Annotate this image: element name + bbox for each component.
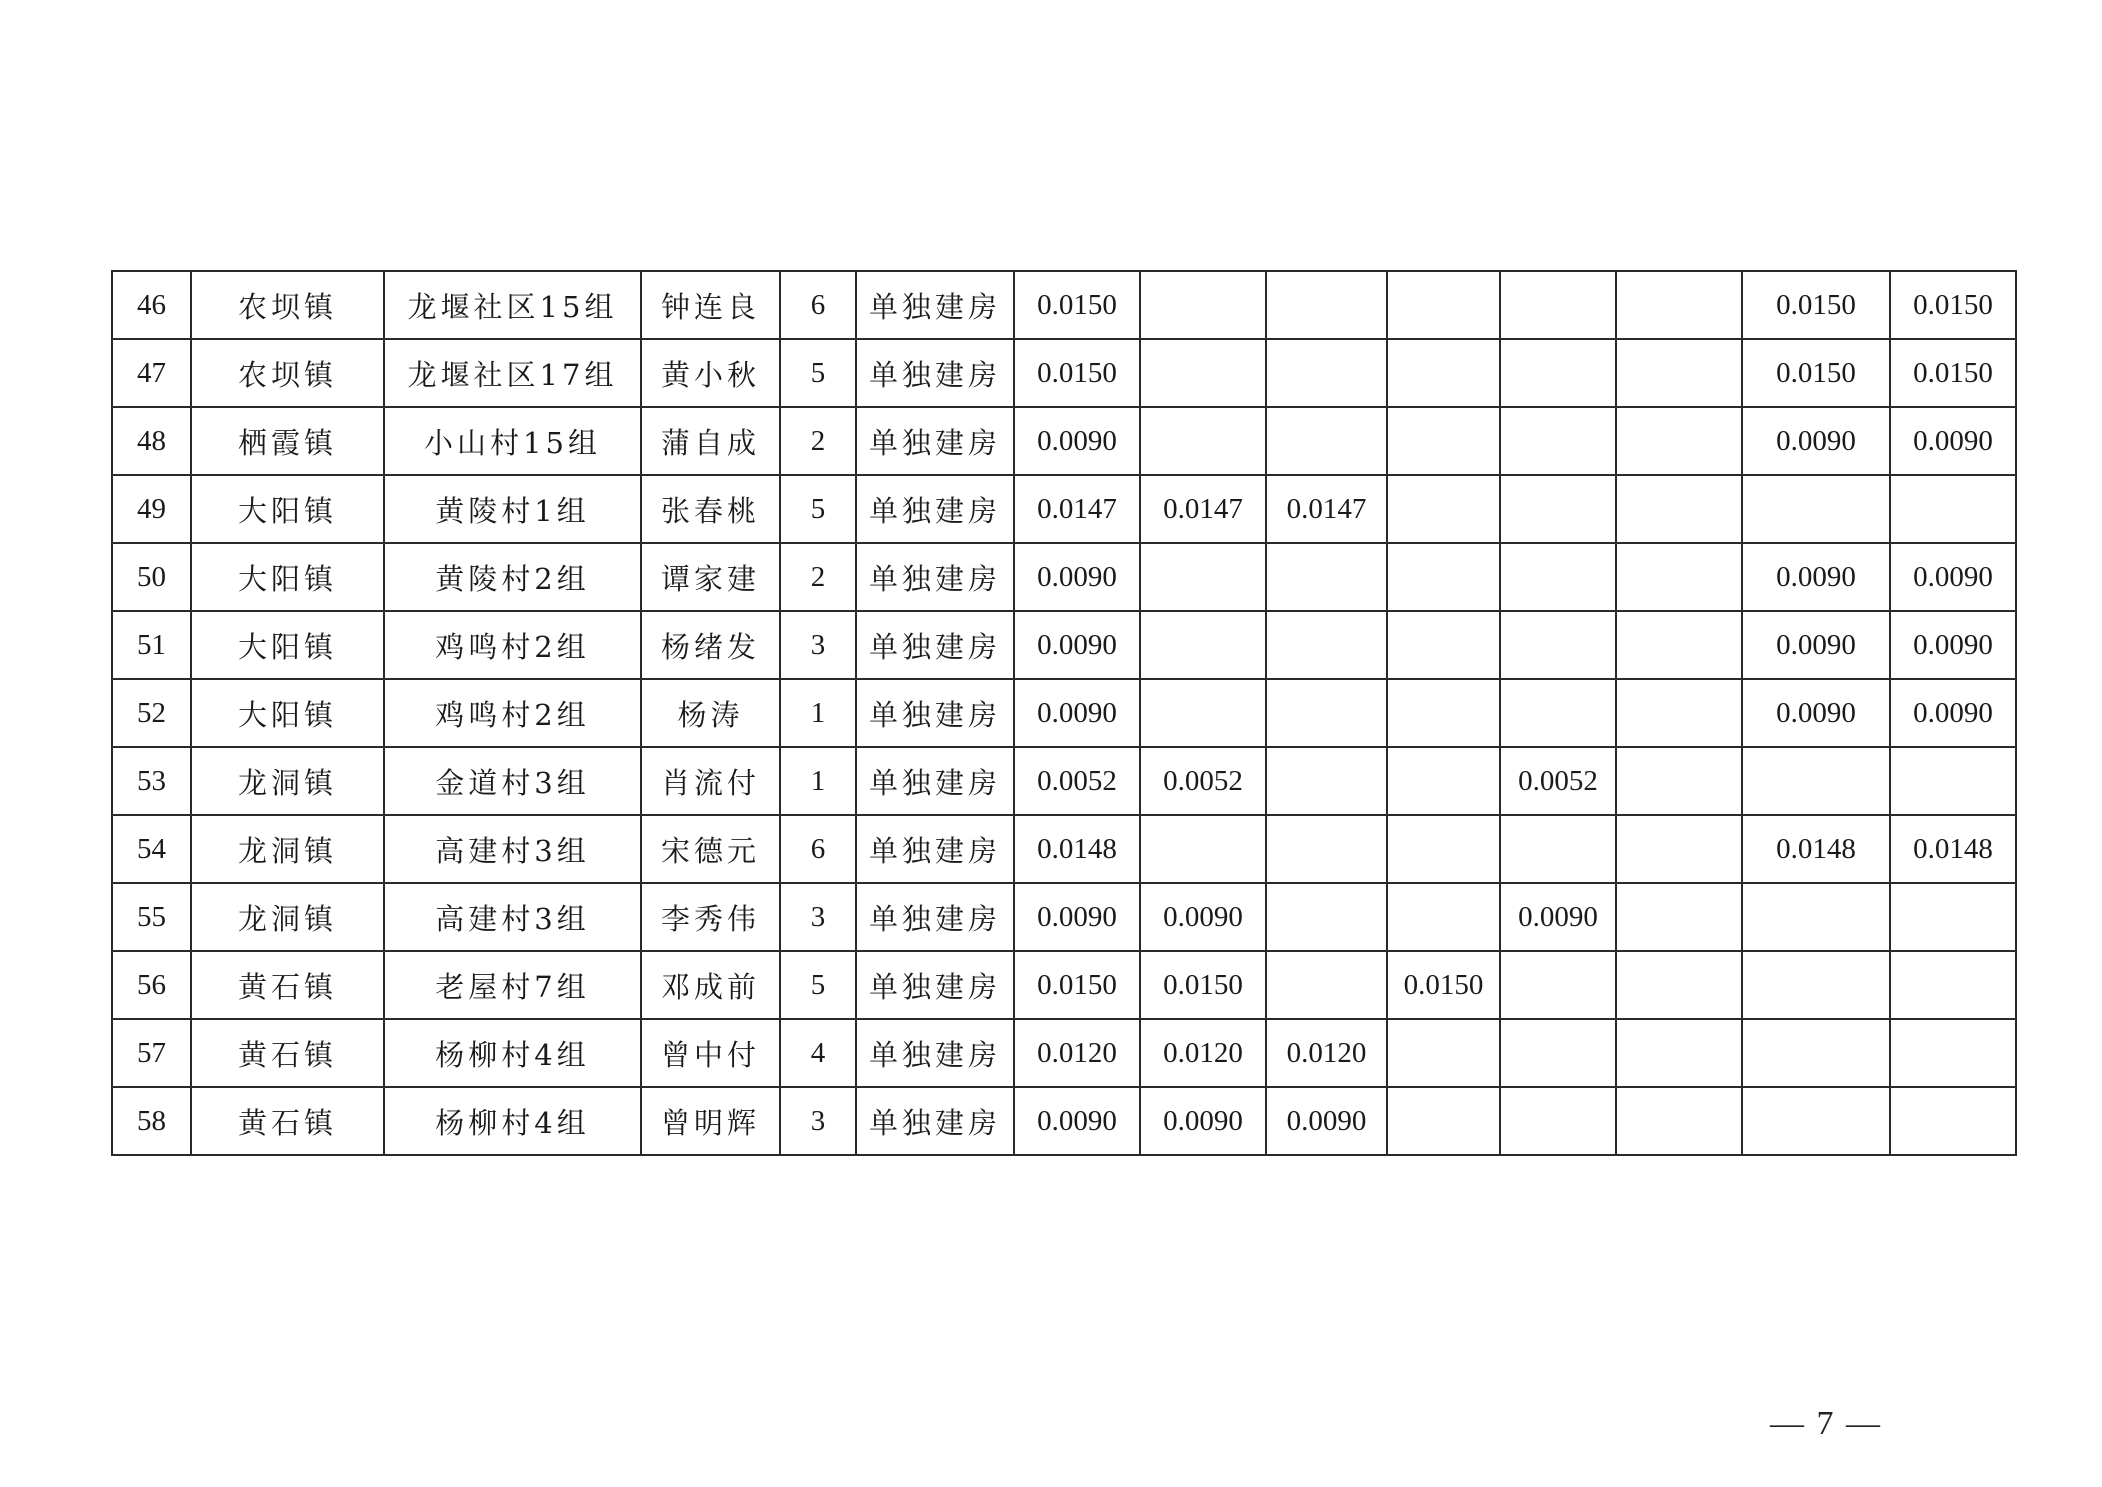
build-type-cell: 单独建房 bbox=[856, 747, 1014, 815]
town-cell: 黄石镇 bbox=[191, 1087, 384, 1155]
applicant-name-cell: 谭家建 bbox=[641, 543, 780, 611]
area-col-11-cell bbox=[1500, 815, 1616, 883]
town-cell: 黄石镇 bbox=[191, 951, 384, 1019]
household-size-cell: 3 bbox=[780, 611, 856, 679]
area-col-14-cell: 0.0148 bbox=[1890, 815, 2016, 883]
area-col-10-cell bbox=[1387, 339, 1500, 407]
area-col-13-cell bbox=[1742, 475, 1890, 543]
area-col-11-cell bbox=[1500, 475, 1616, 543]
table-row bbox=[112, 339, 2016, 407]
table-row bbox=[112, 1087, 2016, 1155]
build-type-cell: 单独建房 bbox=[856, 1087, 1014, 1155]
household-size-cell: 4 bbox=[780, 1019, 856, 1087]
area-col-11-cell bbox=[1500, 407, 1616, 475]
area-col-8-cell bbox=[1140, 611, 1266, 679]
build-type-cell: 单独建房 bbox=[856, 951, 1014, 1019]
household-size-cell: 1 bbox=[780, 679, 856, 747]
household-size-cell: 5 bbox=[780, 951, 856, 1019]
area-col-10-cell bbox=[1387, 815, 1500, 883]
area-col-12-cell bbox=[1616, 951, 1742, 1019]
household-size-cell: 6 bbox=[780, 271, 856, 339]
area-col-14-cell: 0.0090 bbox=[1890, 407, 2016, 475]
area-col-13-cell: 0.0150 bbox=[1742, 339, 1890, 407]
index-cell: 47 bbox=[112, 339, 191, 407]
area-col-12-cell bbox=[1616, 815, 1742, 883]
table-row bbox=[112, 407, 2016, 475]
area-col-9-cell bbox=[1266, 815, 1387, 883]
household-size-cell: 1 bbox=[780, 747, 856, 815]
area-col-10-cell: 0.0150 bbox=[1387, 951, 1500, 1019]
area-col-10-cell bbox=[1387, 271, 1500, 339]
area-col-8-cell bbox=[1140, 339, 1266, 407]
town-cell: 大阳镇 bbox=[191, 611, 384, 679]
total-area-cell: 0.0120 bbox=[1014, 1019, 1140, 1087]
applicant-name-cell: 肖流付 bbox=[641, 747, 780, 815]
area-col-8-cell: 0.0090 bbox=[1140, 1087, 1266, 1155]
index-cell: 56 bbox=[112, 951, 191, 1019]
build-type-cell: 单独建房 bbox=[856, 883, 1014, 951]
area-col-10-cell bbox=[1387, 407, 1500, 475]
area-col-13-cell bbox=[1742, 1087, 1890, 1155]
table-row bbox=[112, 679, 2016, 747]
area-col-13-cell: 0.0090 bbox=[1742, 611, 1890, 679]
area-col-13-cell bbox=[1742, 1019, 1890, 1087]
total-area-cell: 0.0090 bbox=[1014, 1087, 1140, 1155]
area-col-11-cell bbox=[1500, 951, 1616, 1019]
village-group-cell: 金道村3组 bbox=[384, 747, 641, 815]
build-type-cell: 单独建房 bbox=[856, 611, 1014, 679]
area-col-14-cell bbox=[1890, 1087, 2016, 1155]
household-size-cell: 5 bbox=[780, 339, 856, 407]
village-group-cell: 老屋村7组 bbox=[384, 951, 641, 1019]
area-col-8-cell: 0.0150 bbox=[1140, 951, 1266, 1019]
build-type-cell: 单独建房 bbox=[856, 1019, 1014, 1087]
index-cell: 54 bbox=[112, 815, 191, 883]
index-cell: 57 bbox=[112, 1019, 191, 1087]
area-col-11-cell bbox=[1500, 271, 1616, 339]
town-cell: 龙洞镇 bbox=[191, 747, 384, 815]
area-col-12-cell bbox=[1616, 1019, 1742, 1087]
area-col-8-cell bbox=[1140, 271, 1266, 339]
village-group-cell: 杨柳村4组 bbox=[384, 1087, 641, 1155]
total-area-cell: 0.0090 bbox=[1014, 543, 1140, 611]
area-col-11-cell bbox=[1500, 611, 1616, 679]
village-group-cell: 黄陵村2组 bbox=[384, 543, 641, 611]
index-cell: 48 bbox=[112, 407, 191, 475]
total-area-cell: 0.0148 bbox=[1014, 815, 1140, 883]
area-col-13-cell: 0.0090 bbox=[1742, 407, 1890, 475]
village-group-cell: 黄陵村1组 bbox=[384, 475, 641, 543]
applicant-name-cell: 张春桃 bbox=[641, 475, 780, 543]
area-col-9-cell: 0.0147 bbox=[1266, 475, 1387, 543]
total-area-cell: 0.0150 bbox=[1014, 339, 1140, 407]
area-col-9-cell bbox=[1266, 747, 1387, 815]
household-size-cell: 2 bbox=[780, 407, 856, 475]
index-cell: 58 bbox=[112, 1087, 191, 1155]
area-col-11-cell bbox=[1500, 1087, 1616, 1155]
area-col-9-cell bbox=[1266, 883, 1387, 951]
applicant-name-cell: 钟连良 bbox=[641, 271, 780, 339]
area-col-10-cell bbox=[1387, 611, 1500, 679]
area-col-14-cell bbox=[1890, 475, 2016, 543]
area-col-10-cell bbox=[1387, 883, 1500, 951]
household-size-cell: 3 bbox=[780, 883, 856, 951]
area-col-12-cell bbox=[1616, 747, 1742, 815]
village-group-cell: 高建村3组 bbox=[384, 815, 641, 883]
village-group-cell: 龙堰社区17组 bbox=[384, 339, 641, 407]
applicant-name-cell: 邓成前 bbox=[641, 951, 780, 1019]
area-col-11-cell bbox=[1500, 543, 1616, 611]
town-cell: 龙洞镇 bbox=[191, 883, 384, 951]
index-cell: 52 bbox=[112, 679, 191, 747]
area-col-12-cell bbox=[1616, 883, 1742, 951]
area-col-14-cell: 0.0090 bbox=[1890, 543, 2016, 611]
village-group-cell: 高建村3组 bbox=[384, 883, 641, 951]
village-group-cell: 杨柳村4组 bbox=[384, 1019, 641, 1087]
area-col-10-cell bbox=[1387, 1019, 1500, 1087]
village-group-cell: 小山村15组 bbox=[384, 407, 641, 475]
area-col-14-cell: 0.0090 bbox=[1890, 611, 2016, 679]
table-row bbox=[112, 815, 2016, 883]
area-col-14-cell: 0.0150 bbox=[1890, 339, 2016, 407]
area-col-13-cell: 0.0090 bbox=[1742, 679, 1890, 747]
total-area-cell: 0.0090 bbox=[1014, 883, 1140, 951]
applicant-name-cell: 黄小秋 bbox=[641, 339, 780, 407]
area-col-8-cell bbox=[1140, 543, 1266, 611]
village-group-cell: 鸡鸣村2组 bbox=[384, 611, 641, 679]
area-col-10-cell bbox=[1387, 475, 1500, 543]
area-col-13-cell bbox=[1742, 883, 1890, 951]
town-cell: 栖霞镇 bbox=[191, 407, 384, 475]
area-col-13-cell bbox=[1742, 951, 1890, 1019]
area-col-8-cell: 0.0120 bbox=[1140, 1019, 1266, 1087]
area-col-14-cell: 0.0090 bbox=[1890, 679, 2016, 747]
total-area-cell: 0.0090 bbox=[1014, 407, 1140, 475]
area-col-13-cell: 0.0148 bbox=[1742, 815, 1890, 883]
town-cell: 龙洞镇 bbox=[191, 815, 384, 883]
index-cell: 49 bbox=[112, 475, 191, 543]
area-col-8-cell bbox=[1140, 679, 1266, 747]
applicant-name-cell: 曾中付 bbox=[641, 1019, 780, 1087]
village-group-cell: 龙堰社区15组 bbox=[384, 271, 641, 339]
area-col-9-cell bbox=[1266, 271, 1387, 339]
total-area-cell: 0.0150 bbox=[1014, 271, 1140, 339]
village-group-cell: 鸡鸣村2组 bbox=[384, 679, 641, 747]
area-col-9-cell bbox=[1266, 679, 1387, 747]
area-col-12-cell bbox=[1616, 1087, 1742, 1155]
area-col-8-cell: 0.0147 bbox=[1140, 475, 1266, 543]
area-col-10-cell bbox=[1387, 1087, 1500, 1155]
applicant-name-cell: 杨涛 bbox=[641, 679, 780, 747]
area-col-14-cell bbox=[1890, 883, 2016, 951]
area-col-11-cell: 0.0052 bbox=[1500, 747, 1616, 815]
area-col-12-cell bbox=[1616, 407, 1742, 475]
area-col-12-cell bbox=[1616, 679, 1742, 747]
index-cell: 51 bbox=[112, 611, 191, 679]
area-col-11-cell bbox=[1500, 679, 1616, 747]
area-col-9-cell: 0.0120 bbox=[1266, 1019, 1387, 1087]
area-col-8-cell: 0.0090 bbox=[1140, 883, 1266, 951]
total-area-cell: 0.0150 bbox=[1014, 951, 1140, 1019]
build-type-cell: 单独建房 bbox=[856, 679, 1014, 747]
area-col-12-cell bbox=[1616, 475, 1742, 543]
town-cell: 农坝镇 bbox=[191, 339, 384, 407]
town-cell: 黄石镇 bbox=[191, 1019, 384, 1087]
table-row bbox=[112, 271, 2016, 339]
table-row bbox=[112, 1019, 2016, 1087]
area-col-14-cell: 0.0150 bbox=[1890, 271, 2016, 339]
build-type-cell: 单独建房 bbox=[856, 475, 1014, 543]
area-col-10-cell bbox=[1387, 679, 1500, 747]
total-area-cell: 0.0090 bbox=[1014, 611, 1140, 679]
area-col-9-cell bbox=[1266, 951, 1387, 1019]
build-type-cell: 单独建房 bbox=[856, 407, 1014, 475]
area-col-11-cell bbox=[1500, 1019, 1616, 1087]
town-cell: 大阳镇 bbox=[191, 543, 384, 611]
area-col-13-cell bbox=[1742, 747, 1890, 815]
area-col-9-cell bbox=[1266, 407, 1387, 475]
land-use-table-container bbox=[111, 270, 2017, 1156]
area-col-13-cell: 0.0090 bbox=[1742, 543, 1890, 611]
area-col-8-cell bbox=[1140, 815, 1266, 883]
area-col-10-cell bbox=[1387, 543, 1500, 611]
area-col-14-cell bbox=[1890, 951, 2016, 1019]
page-number: — 7 — bbox=[1770, 1405, 1882, 1442]
area-col-12-cell bbox=[1616, 543, 1742, 611]
town-cell: 农坝镇 bbox=[191, 271, 384, 339]
area-col-9-cell bbox=[1266, 339, 1387, 407]
area-col-12-cell bbox=[1616, 339, 1742, 407]
index-cell: 50 bbox=[112, 543, 191, 611]
town-cell: 大阳镇 bbox=[191, 475, 384, 543]
area-col-9-cell bbox=[1266, 543, 1387, 611]
area-col-12-cell bbox=[1616, 611, 1742, 679]
household-size-cell: 5 bbox=[780, 475, 856, 543]
total-area-cell: 0.0090 bbox=[1014, 679, 1140, 747]
town-cell: 大阳镇 bbox=[191, 679, 384, 747]
area-col-9-cell bbox=[1266, 611, 1387, 679]
index-cell: 53 bbox=[112, 747, 191, 815]
table-body bbox=[112, 271, 2016, 1155]
area-col-11-cell bbox=[1500, 339, 1616, 407]
land-use-table bbox=[111, 270, 2017, 1156]
build-type-cell: 单独建房 bbox=[856, 815, 1014, 883]
index-cell: 55 bbox=[112, 883, 191, 951]
area-col-8-cell: 0.0052 bbox=[1140, 747, 1266, 815]
applicant-name-cell: 杨绪发 bbox=[641, 611, 780, 679]
area-col-14-cell bbox=[1890, 1019, 2016, 1087]
table-row bbox=[112, 747, 2016, 815]
applicant-name-cell: 蒲自成 bbox=[641, 407, 780, 475]
area-col-13-cell: 0.0150 bbox=[1742, 271, 1890, 339]
area-col-14-cell bbox=[1890, 747, 2016, 815]
area-col-12-cell bbox=[1616, 271, 1742, 339]
build-type-cell: 单独建房 bbox=[856, 339, 1014, 407]
total-area-cell: 0.0052 bbox=[1014, 747, 1140, 815]
total-area-cell: 0.0147 bbox=[1014, 475, 1140, 543]
household-size-cell: 3 bbox=[780, 1087, 856, 1155]
table-row bbox=[112, 611, 2016, 679]
table-row bbox=[112, 475, 2016, 543]
table-row bbox=[112, 951, 2016, 1019]
household-size-cell: 2 bbox=[780, 543, 856, 611]
area-col-9-cell: 0.0090 bbox=[1266, 1087, 1387, 1155]
applicant-name-cell: 曾明辉 bbox=[641, 1087, 780, 1155]
household-size-cell: 6 bbox=[780, 815, 856, 883]
index-cell: 46 bbox=[112, 271, 191, 339]
build-type-cell: 单独建房 bbox=[856, 543, 1014, 611]
applicant-name-cell: 李秀伟 bbox=[641, 883, 780, 951]
area-col-10-cell bbox=[1387, 747, 1500, 815]
table-row bbox=[112, 883, 2016, 951]
area-col-8-cell bbox=[1140, 407, 1266, 475]
table-row bbox=[112, 543, 2016, 611]
applicant-name-cell: 宋德元 bbox=[641, 815, 780, 883]
build-type-cell: 单独建房 bbox=[856, 271, 1014, 339]
area-col-11-cell: 0.0090 bbox=[1500, 883, 1616, 951]
